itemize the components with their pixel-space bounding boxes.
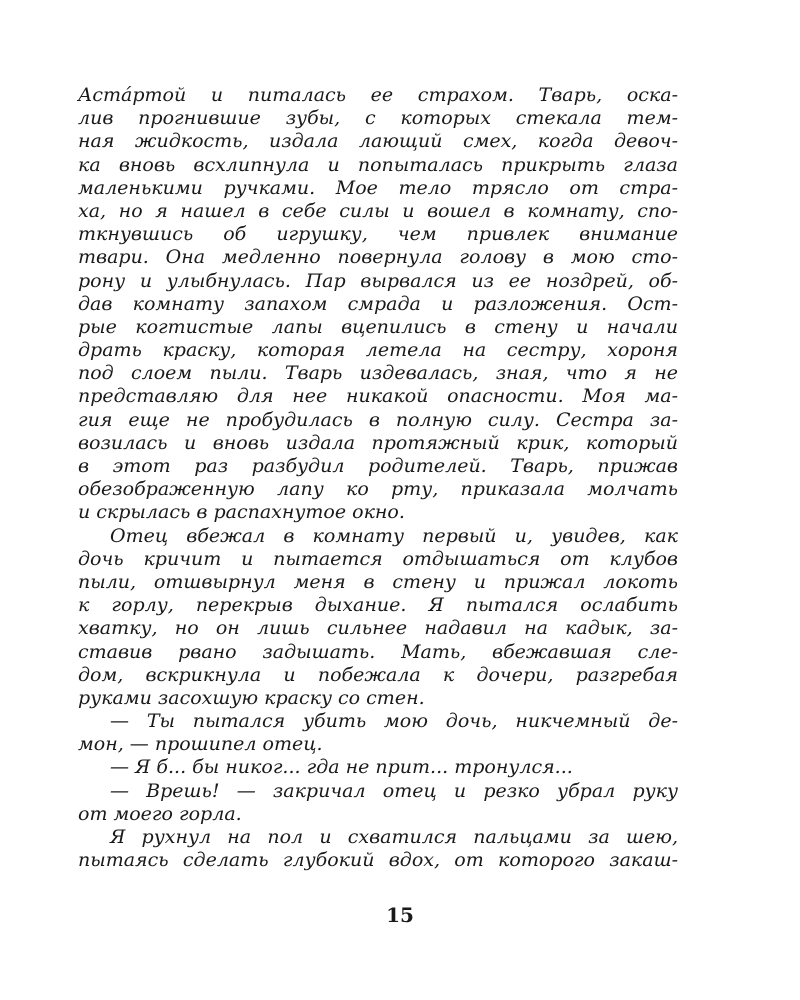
text-line: — Врешь! — закричал отец и резко убрал руку (110, 779, 678, 802)
text-line: мон, — прошипел отец. (78, 733, 323, 756)
text-line: лив прогнившие зубы, с которых стекала тем- (78, 107, 678, 130)
text-line: и скрылась в распахнутое окно. (78, 501, 405, 524)
text-line: ха, но я нашел в себе силы и вошел в комнату, спо- (78, 199, 678, 222)
text-line: к горлу, перекрыв дыхание. Я пытался ослабить (78, 594, 678, 617)
text-line: руками засохшую краску со стен. (78, 686, 425, 709)
text-line: твари. Она медленно повернула голову в мою сто- (78, 246, 678, 269)
body-text (78, 84, 678, 872)
text-line: ставив рвано задышать. Мать, вбежавшая сле- (78, 640, 678, 663)
text-line: обезображенную лапу ко рту, приказала молчать (78, 478, 678, 501)
text-line: в этот раз разбудил родителей. Тварь, прижав (78, 455, 678, 477)
text-line: хватку, но он лишь сильнее надавил на кадык, за- (78, 617, 678, 640)
text-line: ная жидкость, издала лающий смех, когда девоч- (78, 130, 678, 153)
page-number: 15 (386, 903, 414, 927)
text-line: Я рухнул на пол и схватился пальцами за шею, (110, 826, 678, 848)
text-line: ткнувшись об игрушку, чем привлек внимание (78, 223, 678, 246)
text-line: ка вновь всхлипнула и попыталась прикрыть глаза (78, 153, 678, 176)
text-line: под слоем пыли. Тварь издевалась, зная, что я не (78, 362, 678, 385)
text-line: дочь кричит и пытается отдышаться от клубов (78, 547, 678, 570)
text-line: пытаясь сделать глубокий вдох, от которого закаш- (78, 849, 678, 872)
text-line: гия еще не пробудилась в полную силу. Сестра за- (78, 408, 678, 431)
text-line: возилась и вновь издала протяжный крик, который (78, 431, 678, 454)
text-line: Аста́ртой и питалась ее страхом. Тварь, оска- (78, 84, 678, 106)
text-line: рону и улыбнулась. Пар вырвался из ее ноздрей, об- (78, 269, 678, 292)
text-line: от моего горла. (78, 802, 242, 825)
text-line: рые когтистые лапы вцепились в стену и начали (78, 315, 678, 338)
text-line: представляю для нее никакой опасности. Моя ма- (78, 385, 678, 408)
text-line: дом, вскрикнула и побежала к дочери, разгребая (78, 663, 678, 686)
text-line: драть краску, которая летела на сестру, хороня (78, 339, 678, 362)
text-line: — Ты пытался убить мою дочь, никчемный де- (110, 710, 678, 733)
text-line: маленькими ручками. Мое тело трясло от стра- (78, 176, 678, 199)
text-line: пыли, отшвырнул меня в стену и прижал локоть (78, 570, 678, 593)
text-line: Отец вбежал в комнату первый и, увидев, как (110, 524, 678, 547)
text-line: дав комнату запахом смрада и разложения. Ост- (78, 292, 678, 315)
text-line: — Я б... бы никог... гда не прит... тронулся... (110, 756, 573, 779)
